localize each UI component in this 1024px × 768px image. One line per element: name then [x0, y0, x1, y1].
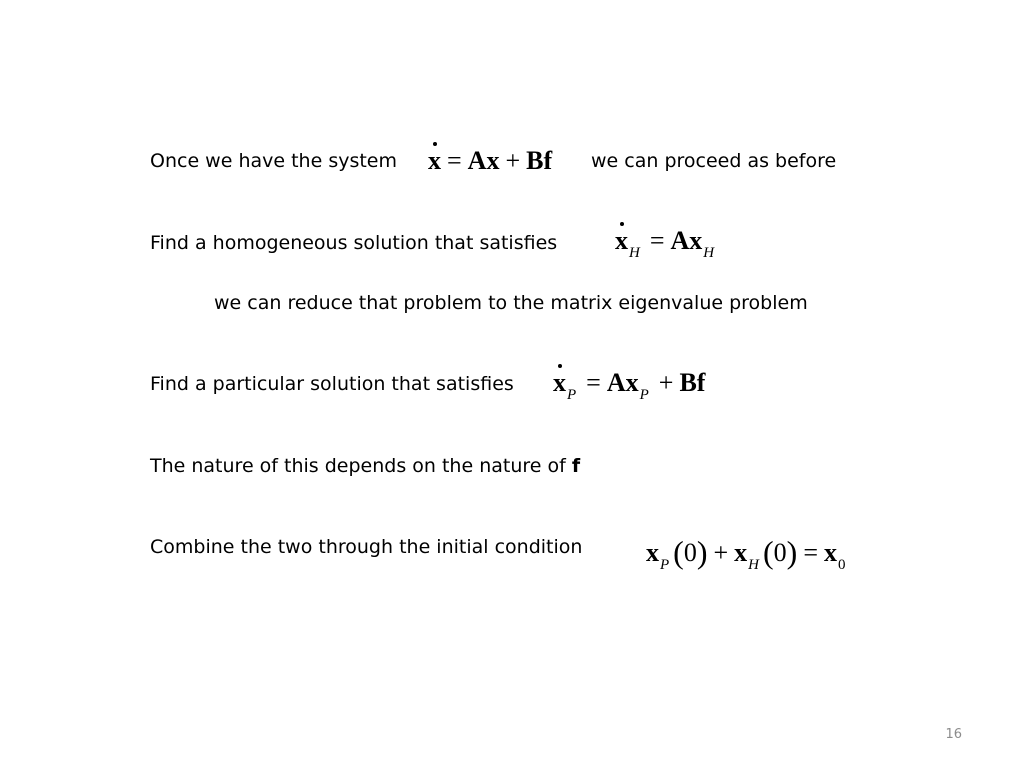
line2-text: Find a homogeneous solution that satisfies	[150, 232, 558, 254]
line1-text-before: Once we have the system	[150, 150, 398, 172]
line6-text: Combine the two through the initial condition	[150, 536, 583, 558]
line1-text-after: we can proceed as before	[591, 150, 837, 172]
line3-text: we can reduce that problem to the matrix eigenvalue problem	[214, 292, 808, 314]
page-number: 16	[945, 727, 962, 742]
forcing-function-f: f	[571, 455, 581, 477]
line5-text: The nature of this depends on the nature of f	[150, 455, 581, 477]
particular-equation: $x_P = Ax_P + Bf$	[553, 370, 705, 396]
system-equation: x = Ax + Bf	[428, 148, 552, 174]
time-derivative-dot	[433, 142, 437, 146]
x-dot-symbol: x	[428, 148, 441, 174]
initial-condition-equation: $x_P$ $(0) + x_H$ $(0) = x_0$	[646, 534, 846, 573]
line4-text: Find a particular solution that satisfies	[150, 373, 514, 395]
homogeneous-equation: $x_H = Ax_H$	[615, 228, 718, 254]
